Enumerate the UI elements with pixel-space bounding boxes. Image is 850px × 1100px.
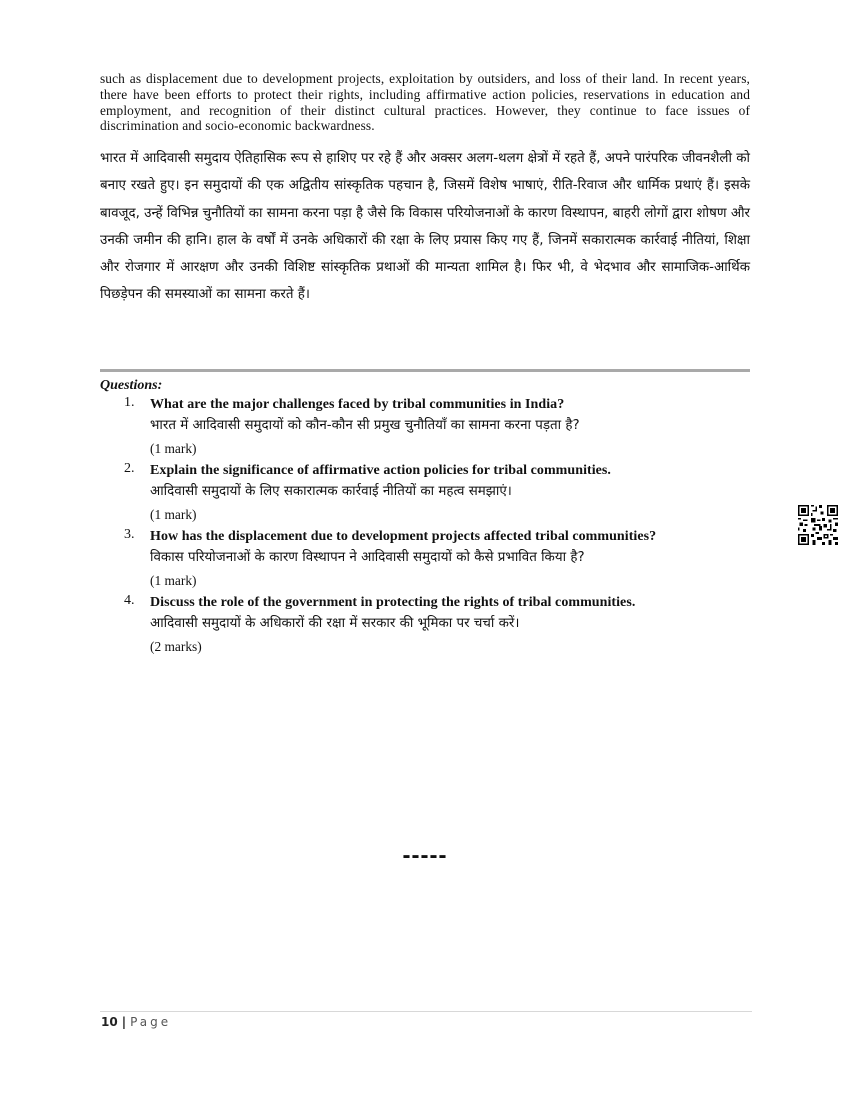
- question-item-1: [122, 395, 762, 459]
- questions-list: [122, 395, 762, 659]
- footer-divider: [100, 1011, 752, 1012]
- question-hindi: विकास परियोजनाओं के कारण विस्थापन ने आदिवासी समुदायों को कैसे प्रभावित किया है?: [150, 550, 585, 565]
- question-english: What are the major challenges faced by tribal communities in India?: [150, 397, 565, 412]
- question-english: Discuss the role of the government in protecting the rights of tribal communities.: [150, 595, 636, 610]
- question-number: 3.: [124, 527, 135, 542]
- qr-code-icon[interactable]: [798, 505, 838, 545]
- question-number: 4.: [124, 593, 135, 608]
- question-number: 1.: [124, 395, 135, 410]
- passage-hindi: भारत में आदिवासी समुदाय ऐतिहासिक रूप से हाशिए पर रहे हैं और अक्सर अलग-थलग क्षेत्रों में रहते हैं, अपने पारंपरिक जीवनशैली को बनाए रखते हुए। इन समुदायों की एक अद्वितीय सांस्कृतिक पहचान है, जिसमें विशेष भाषाएं, रीति-रिवाज और धार्मिक प्रथाएं हैं। इसके बावजूद, उन्हें विभिन्न चुनौतियों का सामना करना पड़ा है जैसे कि विकास परियोजनाओं के कारण विस्थापन, बाहरी लोगों द्वारा शोषण और उनकी जमीन की हानि। हाल के वर्षों में उनके अधिकारों की रक्षा के लिए प्रयास किए गए हैं, जिनमें सकारात्मक कार्रवाई नीतियां, शिक्षा और रोजगार में आरक्षण और उनकी विशिष्ट सांस्कृतिक प्रथाओं की मान्यता शामिल है। फिर भी, वे भेदभाव और सामाजिक-आर्थिक पिछड़ेपन की समस्याओं का सामना करते हैं।: [100, 151, 750, 303]
- question-item-2: [122, 461, 762, 525]
- question-item-4: [122, 593, 762, 657]
- question-marks: (1 mark): [150, 573, 197, 588]
- question-marks: (1 mark): [150, 441, 197, 456]
- page-footer: [101, 1015, 171, 1029]
- page-number: 10: [101, 1015, 118, 1029]
- end-marker: -----: [402, 842, 448, 869]
- passage-english: such as displacement due to development projects, exploitation by outsiders, and loss of their land. In recent years, there have been efforts to protect their rights, including affirmative action policies, reservations in education and employment, and recognition of their distinct cultural practices. However, they continue to face issues of discrimination and socio-economic backwardness.: [100, 71, 750, 134]
- question-item-3: [122, 527, 762, 591]
- question-hindi: भारत में आदिवासी समुदायों को कौन-कौन सी प्रमुख चुनौतियाँ का सामना करना पड़ता है?: [150, 418, 580, 433]
- section-divider: [100, 369, 750, 372]
- question-hindi: आदिवासी समुदायों के लिए सकारात्मक कार्रवाई नीतियों का महत्व समझाएं।: [150, 484, 512, 499]
- question-hindi: आदिवासी समुदायों के अधिकारों की रक्षा में सरकार की भूमिका पर चर्चा करें।: [150, 616, 520, 631]
- question-english: Explain the significance of affirmative action policies for tribal communities.: [150, 463, 611, 478]
- page-label: Page: [130, 1015, 172, 1029]
- question-marks: (2 marks): [150, 639, 202, 654]
- question-marks: (1 mark): [150, 507, 197, 522]
- footer-separator: |: [121, 1015, 127, 1029]
- question-english: How has the displacement due to development projects affected tribal communities?: [150, 529, 657, 544]
- question-number: 2.: [124, 461, 135, 476]
- questions-heading: Questions:: [100, 378, 163, 393]
